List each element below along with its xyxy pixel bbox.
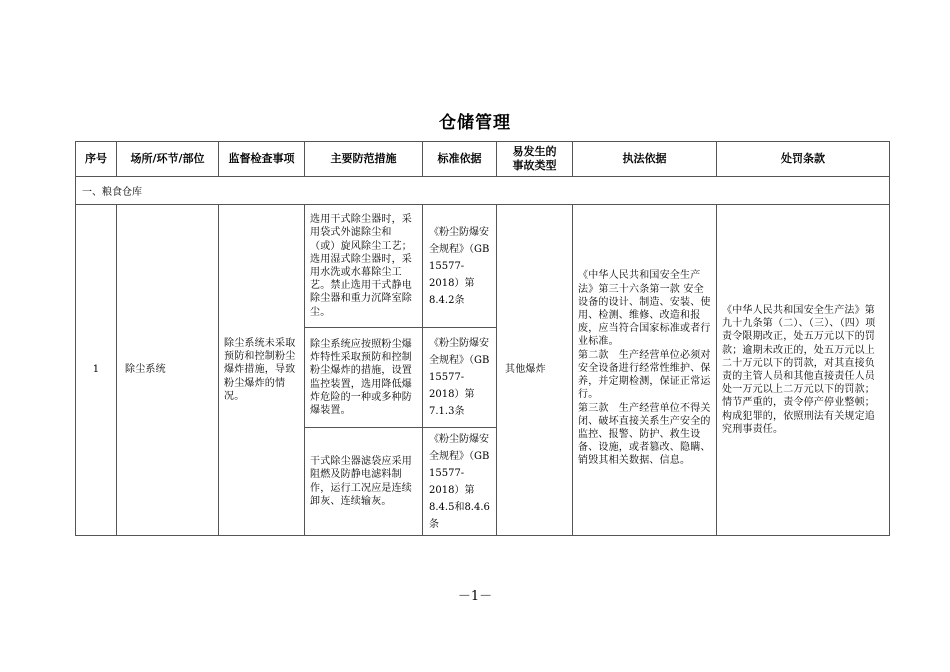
header-inspection: 监督检查事项	[219, 142, 305, 177]
row-number: 1	[76, 205, 117, 536]
page-number: －1－	[457, 589, 493, 604]
standard-2: 《粉尘防爆安全规程》（GB 15577-2018）第7.1.3条	[423, 328, 497, 428]
page-title: 仓储管理	[439, 113, 511, 133]
header-no: 序号	[76, 142, 117, 177]
header-law-basis: 执法依据	[573, 142, 717, 177]
measure-2: 除尘系统应按照粉尘爆炸特性采取预防和控制粉尘爆炸的措施，设置监控装置，选用降低爆炸危险的一种或多种防爆装置。	[305, 328, 423, 428]
measure-3: 干式除尘器滤袋应采用阻燃及防静电滤料制作，运行工况应是连续卸灰、连续输灰。	[305, 428, 423, 536]
row-place: 除尘系统	[117, 205, 219, 536]
section-row	[76, 177, 890, 205]
section-label: 一、粮食仓库	[76, 177, 890, 205]
header-standard: 标准依据	[423, 142, 497, 177]
accident-type: 其他爆炸	[497, 205, 573, 536]
header-accident-type: 易发生的 事故类型	[497, 142, 573, 177]
measure-1: 选用干式除尘器时，采用袋式外滤除尘和（或）旋风除尘工艺；选用湿式除尘器时，采用水洗或水幕除尘工艺。禁止选用干式静电除尘器和重力沉降室除尘。	[305, 205, 423, 328]
header-penalty: 处罚条款	[717, 142, 890, 177]
header-row	[76, 142, 890, 177]
standard-1: 《粉尘防爆安全规程》（GB 15577-2018）第8.4.2条	[423, 205, 497, 328]
regulation-table	[75, 141, 890, 536]
penalty-clause: 《中华人民共和国安全生产法》第九十九条第（二）、（三）、（四）项 责令限期改正，处五万元以下的罚款；逾期未改正的，处五万元以上二十万元以下的罚款，对其直接负责的主管人员和其他直接责任人员处一万元以上二万元以下的罚款；情节严重的，责令停产停业整顿；构成犯罪的，依照刑法有关规定追究刑事责任。	[717, 205, 890, 536]
header-measures: 主要防范措施	[305, 142, 423, 177]
row-inspection: 除尘系统未采取预防和控制粉尘爆炸措施，导致粉尘爆炸的情况。	[219, 205, 305, 536]
standard-3: 《粉尘防爆安全规程》（GB 15577-2018）第8.4.5和8.4.6条	[423, 428, 497, 536]
table-row	[76, 205, 890, 328]
header-place: 场所/环节/部位	[117, 142, 219, 177]
law-basis: 《中华人民共和国安全生产法》第三十六条第一款 安全设备的设计、制造、安装、使用、检测、维修、改造和报废，应当符合国家标准或者行业标准。 第二款 生产经营单位必须对安全设备进行经常性维护、保养，并定期检测，保证正常运行。 第三款 生产经营单位不得关闭、破坏直接关系生产安全的监控、报警、防护、救生设备、设施，或者篡改、隐瞒、销毁其相关数据、信息。	[573, 205, 717, 536]
